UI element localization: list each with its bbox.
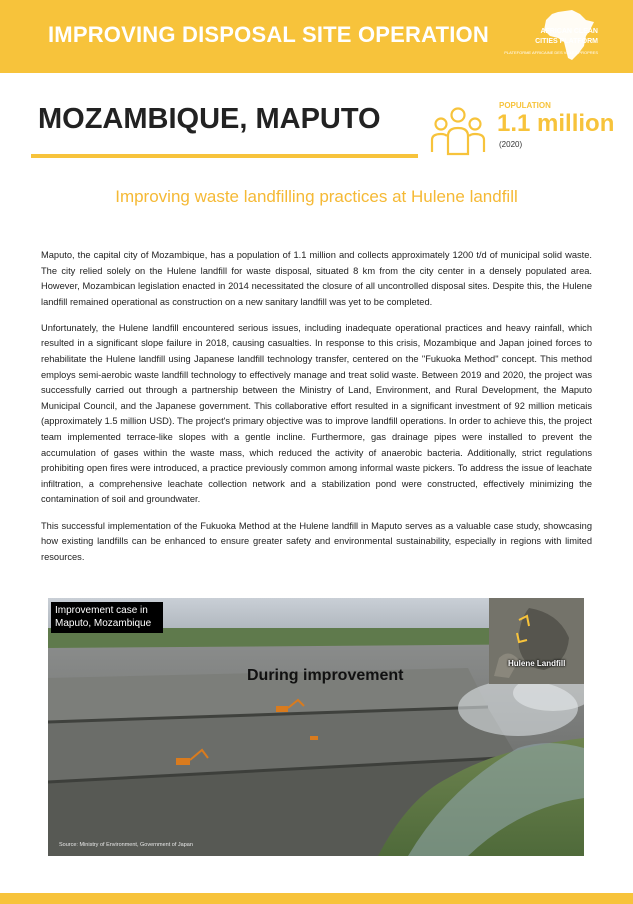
section-subtitle: Improving waste landfilling practices at Hulene landfill (115, 187, 518, 206)
body-paragraph-1: Maputo, the capital city of Mozambique, has a population of 1.1 million and collects approximately 1200 t/d of municipal solid waste. The city relied solely on the Hulene landfill for waste disposal, situated 8 km from the city center in a densely populated area. However, Mozambican legislation enacted in 2014 necessitated the closure of all uncontrolled disposal sites. Despite this, the Hulene landfill remained operational as construction on a new sanitary landfill was yet to be completed. (41, 250, 592, 307)
people-group-icon (430, 106, 486, 156)
landfill-photo (48, 598, 584, 856)
hulene-inset-map (489, 598, 584, 684)
case-label: Improvement case in Maputo, Mozambique (51, 602, 163, 633)
population-value: 1.1 million (497, 110, 615, 137)
body-text (41, 248, 592, 576)
inset-label: Hulene Landfill (508, 659, 566, 668)
logo-line-1: AFRICAN CLEAN (540, 28, 598, 35)
photo-source: Source: Ministry of Environment, Government of Japan (59, 842, 193, 848)
acccp-logo (504, 6, 600, 68)
africa-map-icon (528, 6, 600, 68)
population-year: (2020) (499, 140, 523, 149)
header-banner (0, 0, 633, 73)
body-paragraph-2: Unfortunately, the Hulene landfill encountered serious issues, including inadequate operational practices and heavy rainfall, which resulted in a significant slope failure in 2018, causing casualties. In response to this crisis, Mozambique and Japan joined forces to rehabilitate the Hulene landfill using Japanese landfill technology transfer, centered on the "Fukuoka Method" concept. This method employs semi-aerobic waste landfill technology to effectively manage and treat solid waste. Between 2019 and 2020, the project was successfully carried out through a partnership between the Ministry of Land, Environment, and Rural Development, the Maputo Municipal Council, and the Japanese government. This collaborative effort resulted in a significant investment of 92 million meticais (approximately 1.5 million USD). The project's primary objective was to improve landfill operations. In order to achieve this, the project team implemented terrace-like slopes with a gentle incline. Furthermore, gas drainage pipes were installed to prevent the accumulation of gases within the waste mass, which reduced the activity of anaerobic bacteria. Additionally, strict regulations prohibiting open fires were introduced, a practice previously common among informal waste pickers. To address the issue of leachate infiltration, a comprehensive leachate collection network and a stabilization pond were constructed, effectively minimizing the contamination of soil and groundwater. (41, 322, 592, 505)
satellite-inset (489, 598, 584, 684)
footer-bar (0, 893, 633, 904)
during-improvement-label: During improvement (247, 667, 404, 684)
page-title: IMPROVING DISPOSAL SITE OPERATION (48, 22, 489, 47)
logo-line-2: CITIES PLATFORM (535, 38, 598, 45)
body-paragraph-3: This successful implementation of the Fukuoka Method at the Hulene landfill in Maputo serves as a valuable case study, showcasing how existing landfills can be enhanced to ensure greater safety and environmental sustainability, especially in regions with limited resources. (41, 520, 592, 562)
population-label: POPULATION (499, 101, 551, 110)
heading-underline (31, 154, 418, 158)
city-heading: MOZAMBIQUE, MAPUTO (38, 103, 381, 135)
logo-tagline: PLATEFORME AFRICAINE DES VILLES PROPRES (504, 50, 598, 55)
